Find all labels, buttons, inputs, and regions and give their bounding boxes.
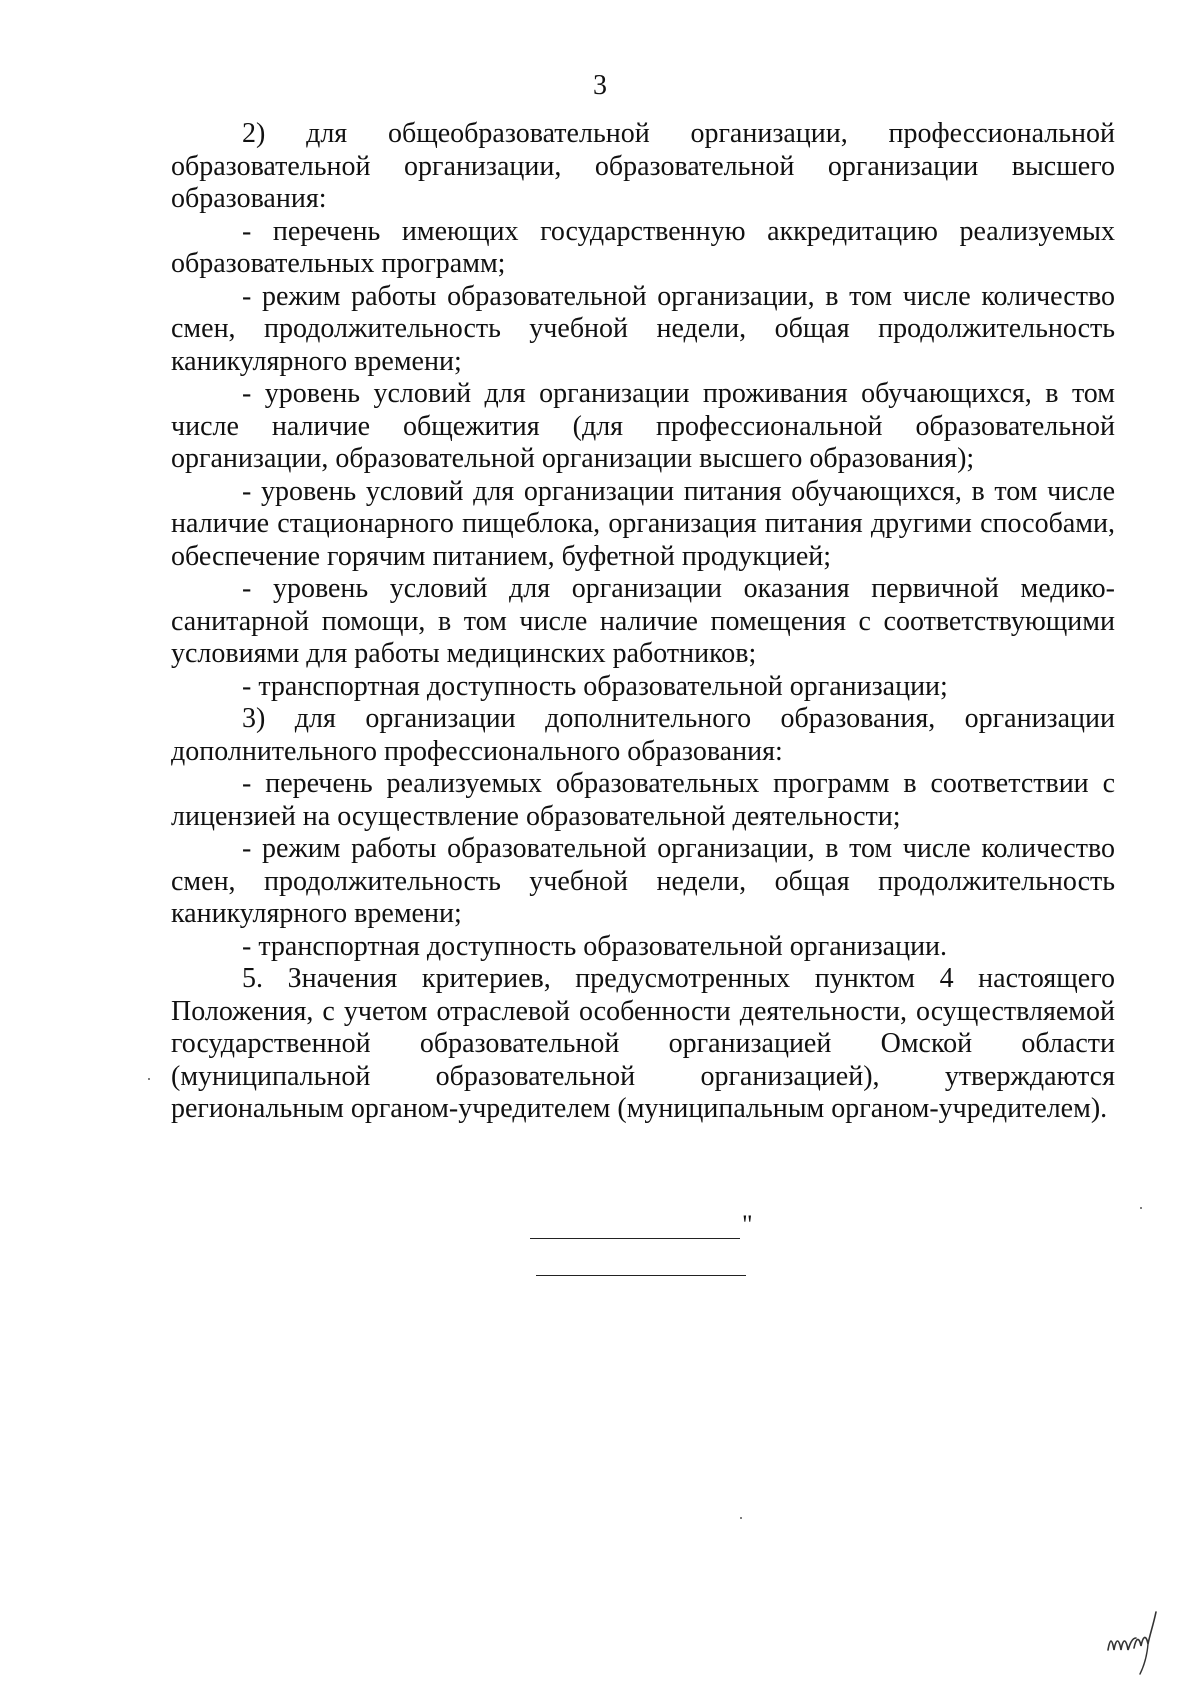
end-divider-line-2 <box>536 1275 746 1276</box>
paragraph-item-5: 5. Значения критериев, предусмотренных пунктом 4 настоящего Положения, с учетом отраслевой особенности деятельности, осуществляемой государственной образовательной организацией Омской области (муниципальной образовательной организацией), утверждаются региональным органом-учредителем (муниципальным органом-учредителем). <box>171 963 1115 1124</box>
page-number: 3 <box>593 70 607 101</box>
closing-quote-mark: " <box>742 1210 753 1239</box>
scan-speck <box>148 1078 150 1080</box>
paragraph-medical-conditions: - уровень условий для организации оказания первичной медико-санитарной помощи, в том числе наличие помещения с соответствующими условиями для работы медицинских работников; <box>171 573 1115 669</box>
scan-speck <box>1140 1207 1142 1209</box>
paragraph-item-2-header: 2) для общеобразовательной организации, профессиональной образовательной организации, образовательной организации высшего образования: <box>171 118 1115 214</box>
paragraph-catering-conditions: - уровень условий для организации питания обучающихся, в том числе наличие стационарного пищеблока, организация питания другими способами, обеспечение горячим питанием, буфетной продукцией; <box>171 475 1115 572</box>
scan-speck <box>740 1517 742 1519</box>
document-body <box>171 118 1115 1126</box>
paragraph-licensed-programs: - перечень реализуемых образовательных программ в соответствии с лицензией на осуществление образовательной деятельности; <box>171 768 1115 832</box>
paragraph-item-3-header: 3) для организации дополнительного образования, организации дополнительного профессионального образования: <box>171 703 1115 767</box>
document-end-marks <box>530 1210 760 1280</box>
paragraph-residence-conditions: - уровень условий для организации проживания обучающихся, в том числе наличие общежития (для профессиональной образовательной организации, образовательной организации высшего образования); <box>171 378 1115 474</box>
paragraph-transport-access-2: - транспортная доступность образовательной организации. <box>242 930 948 962</box>
paragraph-work-schedule-2: - режим работы образовательной организации, в том числе количество смен, продолжительность учебной недели, общая продолжительность каникулярного времени; <box>171 833 1115 929</box>
end-divider-line <box>530 1238 740 1239</box>
paragraph-transport-access: - транспортная доступность образовательной организации; <box>242 670 948 702</box>
paragraph-accredited-programs: - перечень имеющих государственную аккредитацию реализуемых образовательных программ; <box>171 215 1115 279</box>
paragraph-work-schedule: - режим работы образовательной организации, в том числе количество смен, продолжительность учебной недели, общая продолжительность каникулярного времени; <box>171 280 1115 377</box>
handwritten-initials-icon <box>1098 1598 1168 1678</box>
